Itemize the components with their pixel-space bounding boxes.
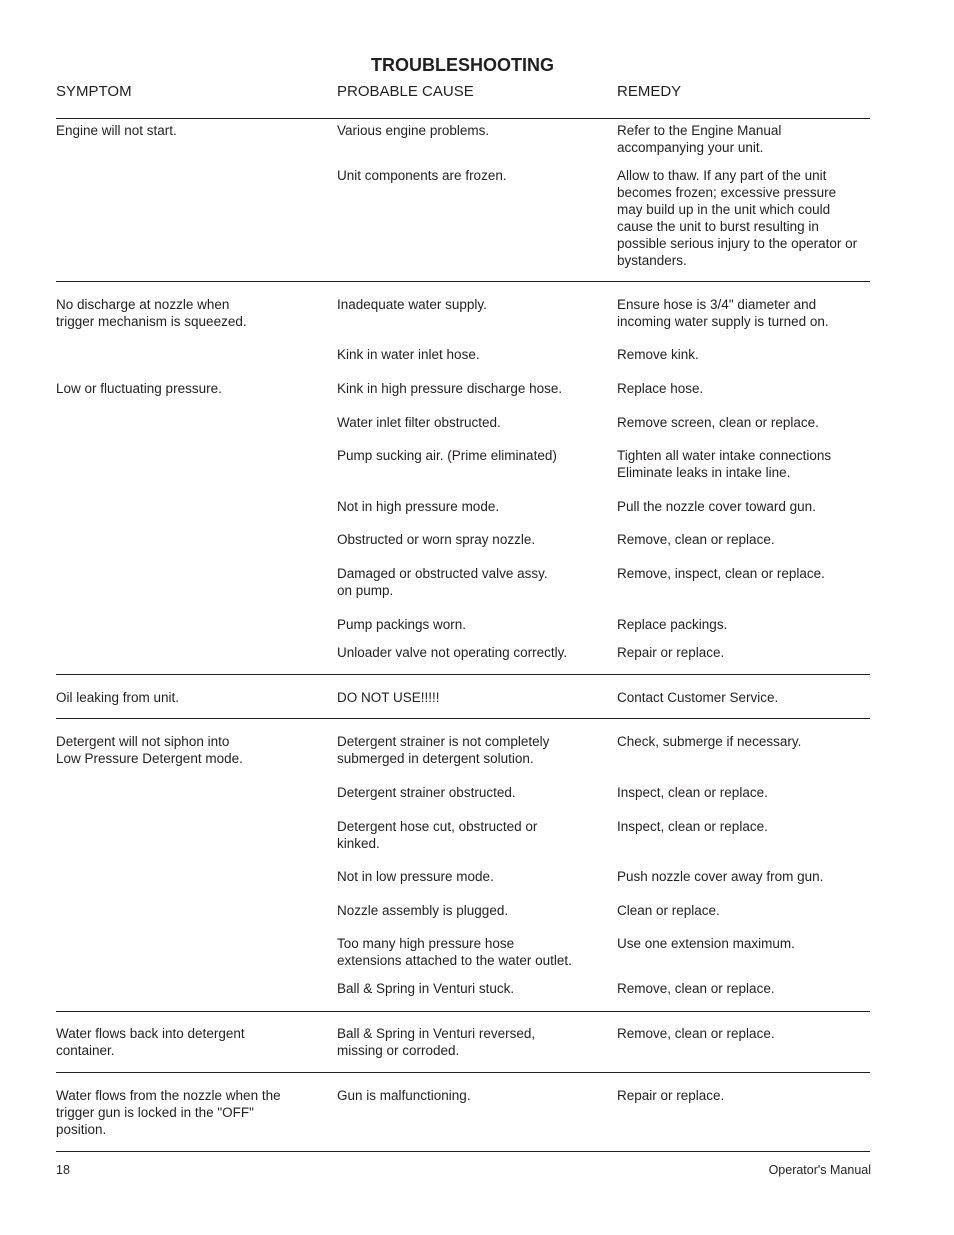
remedy-cell: Contact Customer Service. — [617, 690, 779, 705]
cause-cell: Detergent strainer is not completely submerged in detergent solution. — [337, 734, 550, 766]
remedy-cell: Remove screen, clean or replace. — [617, 415, 819, 430]
remedy-cell: Check, submerge if necessary. — [617, 734, 802, 749]
cause-cell: Detergent strainer obstructed. — [337, 785, 516, 800]
cause-cell: Various engine problems. — [337, 123, 490, 138]
remedy-cell: Pull the nozzle cover toward gun. — [617, 499, 816, 514]
remedy-column-header: REMEDY — [617, 83, 682, 100]
symptom-cell: Low or fluctuating pressure. — [56, 381, 222, 396]
cause-cell: Water inlet filter obstructed. — [337, 415, 501, 430]
cause-cell: Not in high pressure mode. — [337, 499, 500, 514]
remedy-cell: Tighten all water intake connections Eliminate leaks in intake line. — [617, 448, 832, 480]
remedy-cell: Remove, clean or replace. — [617, 981, 775, 996]
table-bottom-divider — [56, 1151, 870, 1152]
cause-cell: Gun is malfunctioning. — [337, 1088, 471, 1103]
symptom-cell: Water flows from the nozzle when the trigger gun is locked in the "OFF" position. — [56, 1088, 281, 1137]
remedy-cell: Remove, inspect, clean or replace. — [617, 566, 825, 581]
cause-cell: Kink in high pressure discharge hose. — [337, 381, 563, 396]
remedy-cell: Remove, clean or replace. — [617, 1026, 775, 1041]
remedy-cell: Inspect, clean or replace. — [617, 819, 768, 834]
cause-cell: Unit components are frozen. — [337, 168, 507, 183]
cause-column-header: PROBABLE CAUSE — [337, 83, 474, 100]
cause-cell: Ball & Spring in Venturi stuck. — [337, 981, 515, 996]
cause-cell: Pump packings worn. — [337, 617, 467, 632]
remedy-cell: Ensure hose is 3/4" diameter and incoming water supply is turned on. — [617, 297, 829, 329]
symptom-column-header: SYMPTOM — [56, 83, 132, 100]
symptom-cell: No discharge at nozzle when trigger mechanism is squeezed. — [56, 297, 247, 329]
section-divider — [56, 1011, 870, 1012]
symptom-cell: Detergent will not siphon into Low Pressure Detergent mode. — [56, 734, 243, 766]
remedy-cell: Repair or replace. — [617, 645, 725, 660]
cause-cell: Detergent hose cut, obstructed or kinked. — [337, 819, 538, 851]
remedy-cell: Replace packings. — [617, 617, 728, 632]
page-number: 18 — [56, 1163, 70, 1177]
cause-cell: Not in low pressure mode. — [337, 869, 494, 884]
cause-cell: Pump sucking air. (Prime eliminated) — [337, 448, 557, 463]
section-divider — [56, 281, 870, 282]
remedy-cell: Allow to thaw. If any part of the unit becomes frozen; excessive pressure may build up in the unit which could cause the unit to burst resulting in possible serious injury to the operator or bystanders. — [617, 168, 858, 268]
remedy-cell: Use one extension maximum. — [617, 936, 795, 951]
cause-cell: Unloader valve not operating correctly. — [337, 645, 568, 660]
cause-cell: Too many high pressure hose extensions attached to the water outlet. — [337, 936, 572, 968]
section-divider — [56, 1072, 870, 1073]
remedy-cell: Repair or replace. — [617, 1088, 725, 1103]
remedy-cell: Replace hose. — [617, 381, 704, 396]
remedy-cell: Inspect, clean or replace. — [617, 785, 768, 800]
section-divider — [56, 718, 870, 719]
cause-cell: DO NOT USE!!!!! — [337, 690, 440, 705]
symptom-cell: Engine will not start. — [56, 123, 177, 138]
cause-cell: Damaged or obstructed valve assy. on pump. — [337, 566, 548, 598]
cause-cell: Obstructed or worn spray nozzle. — [337, 532, 536, 547]
page-title: TROUBLESHOOTING — [371, 55, 554, 75]
header-divider — [56, 118, 870, 119]
symptom-cell: Water flows back into detergent container. — [56, 1026, 245, 1058]
cause-cell: Ball & Spring in Venturi reversed, missing or corroded. — [337, 1026, 536, 1058]
section-divider — [56, 674, 870, 675]
cause-cell: Inadequate water supply. — [337, 297, 487, 312]
remedy-cell: Refer to the Engine Manual accompanying your unit. — [617, 123, 782, 155]
remedy-cell: Remove kink. — [617, 347, 699, 362]
cause-cell: Nozzle assembly is plugged. — [337, 903, 509, 918]
remedy-cell: Remove, clean or replace. — [617, 532, 775, 547]
cause-cell: Kink in water inlet hose. — [337, 347, 480, 362]
manual-name: Operator's Manual — [768, 1163, 871, 1177]
remedy-cell: Push nozzle cover away from gun. — [617, 869, 824, 884]
remedy-cell: Clean or replace. — [617, 903, 720, 918]
symptom-cell: Oil leaking from unit. — [56, 690, 180, 705]
